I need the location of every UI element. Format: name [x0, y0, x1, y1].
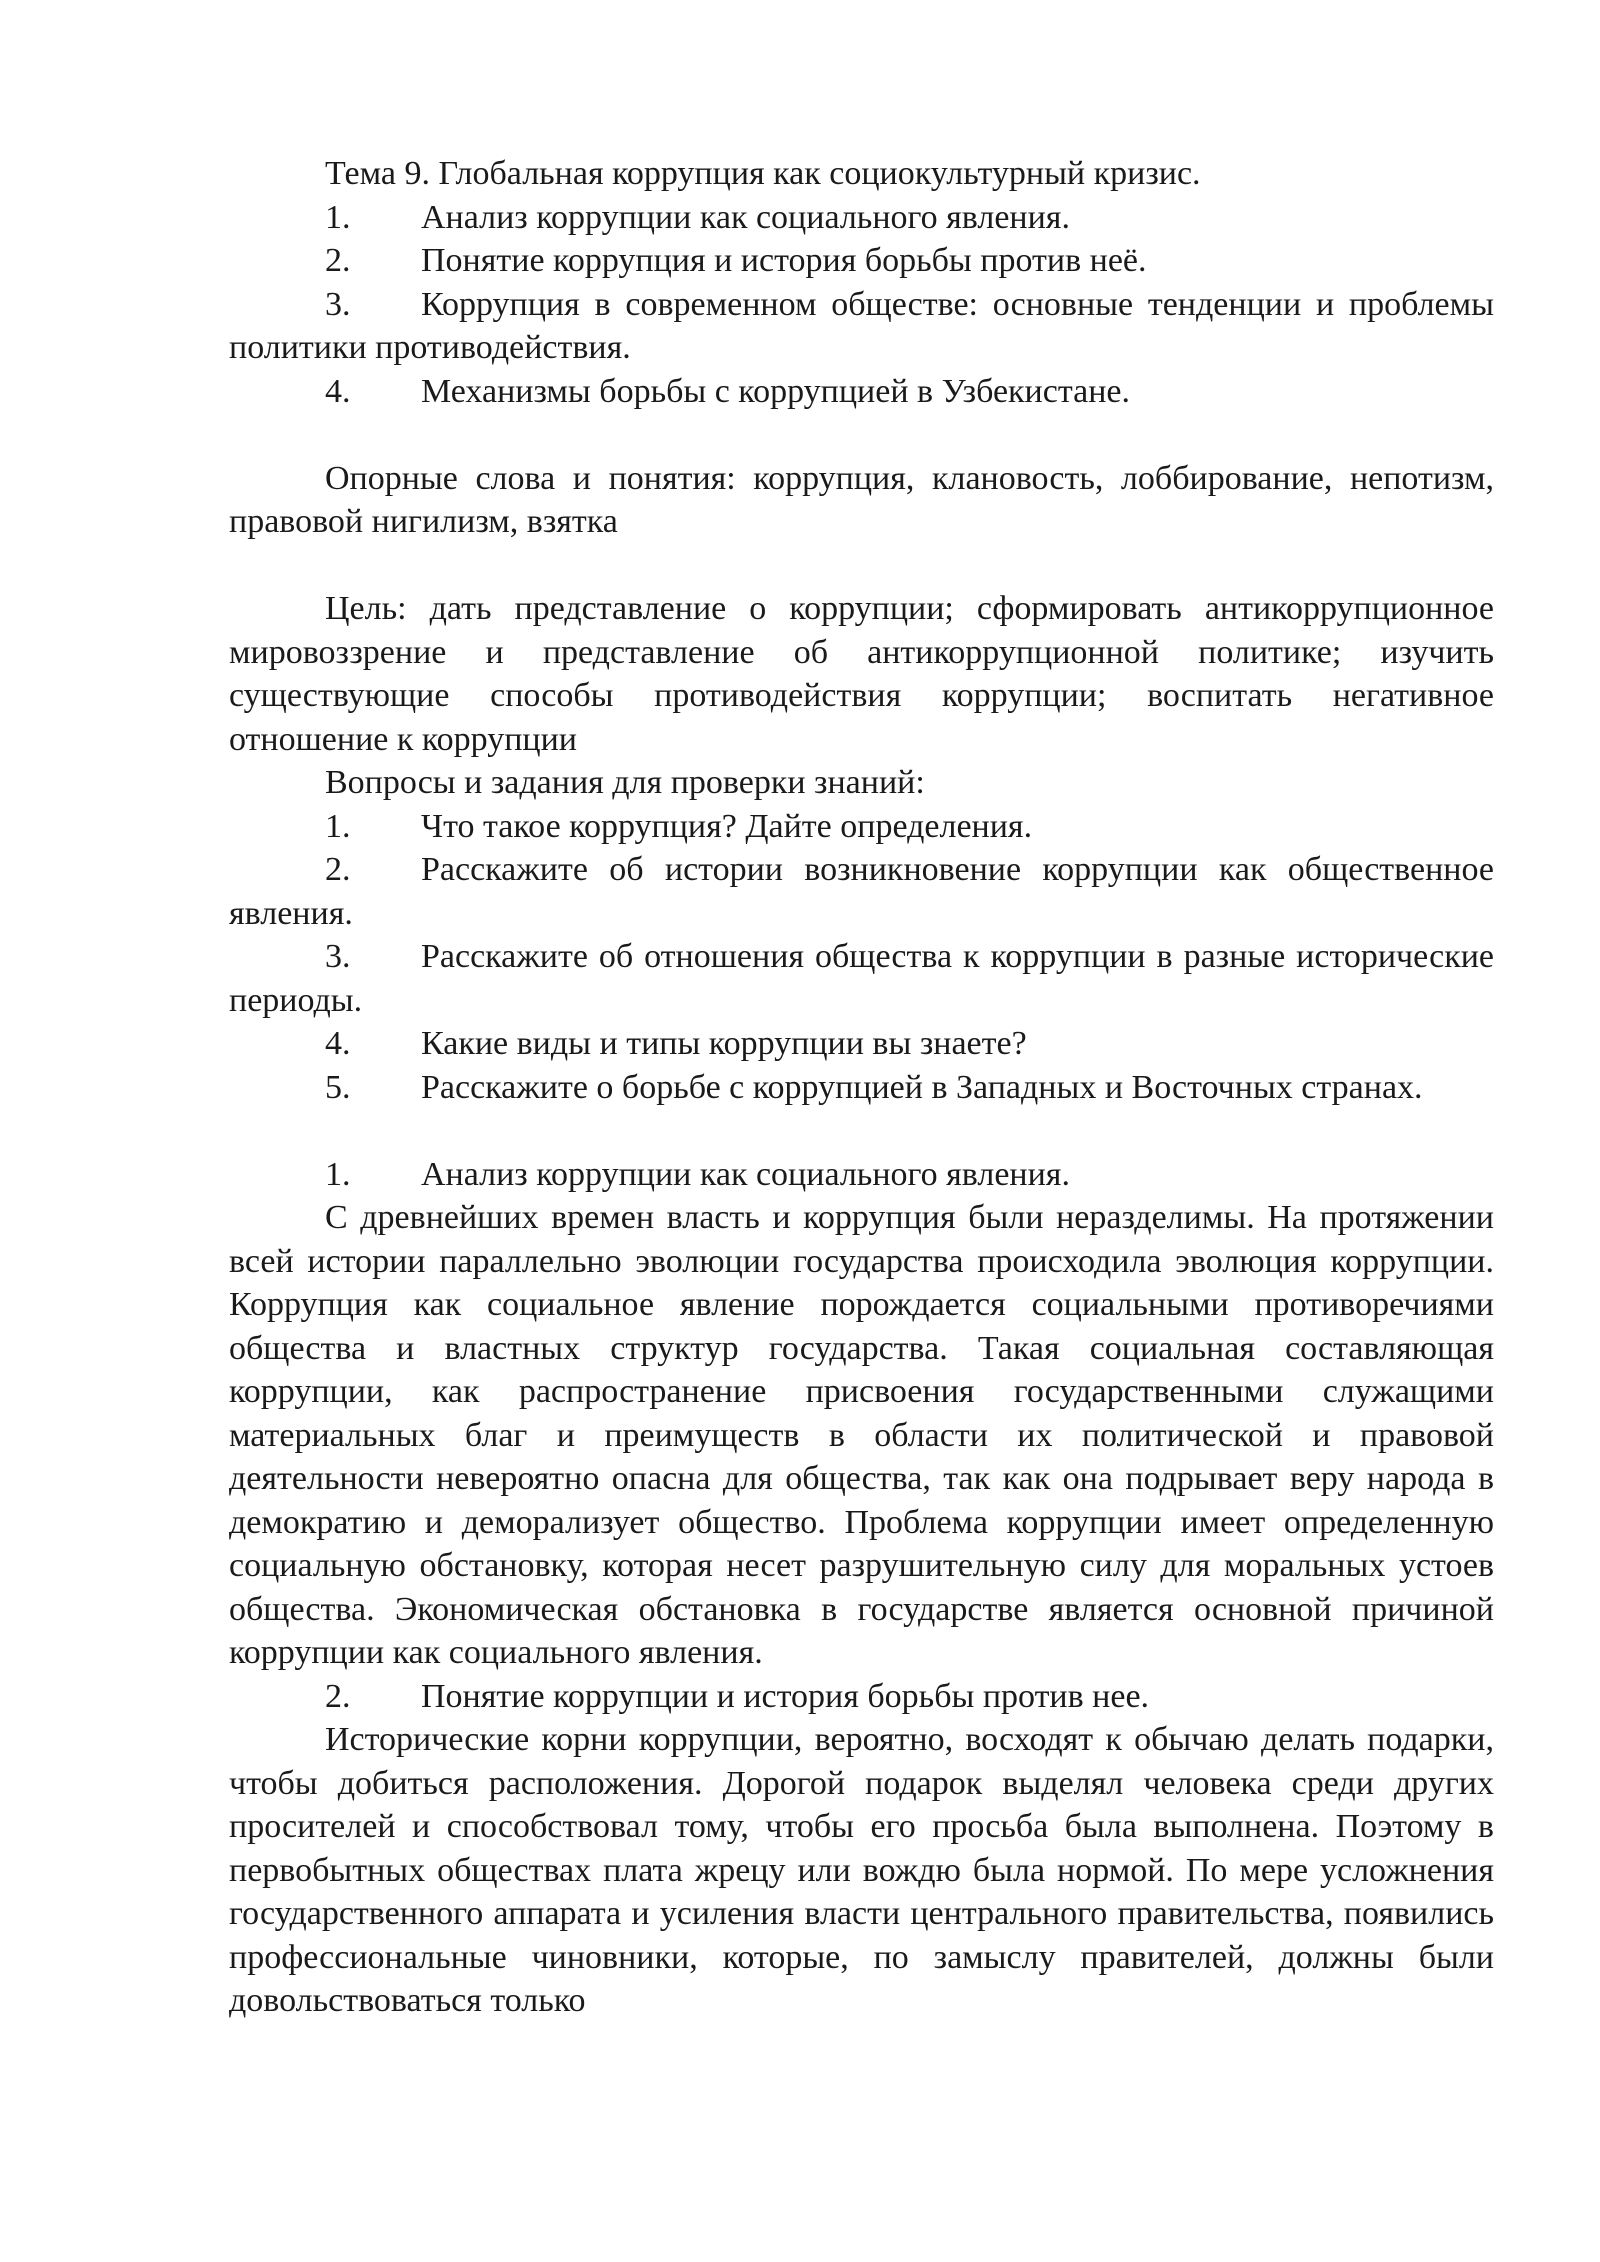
question-number: 5.: [325, 1068, 351, 1106]
spacer: [229, 1109, 1494, 1153]
question-text: Расскажите об истории возникновение коррупции как общественное явления.: [229, 851, 1494, 932]
spacer: [229, 544, 1494, 588]
question-text: Какие виды и типы коррупции вы знаете?: [421, 1025, 1027, 1062]
question-text: Расскажите об отношения общества к коррупции в разные исторические периоды.: [229, 938, 1494, 1019]
plan-item: [229, 196, 1494, 240]
question-item: [229, 805, 1494, 849]
questions-heading: Вопросы и задания для проверки знаний:: [325, 764, 925, 801]
goal-paragraph: Цель: дать представление о коррупции; сформировать антикоррупционное мировоззрение и представление об антикоррупционной политике; изучить существующие способы противодействия коррупции; воспитать негативное отношение к коррупции: [229, 590, 1494, 758]
document-page: [229, 152, 1494, 2023]
section-heading-text: Понятие коррупции и история борьбы против нее.: [421, 1677, 1150, 1715]
spacer: [229, 413, 1494, 457]
plan-item-text: Коррупция в современном обществе: основные тенденции и проблемы политики противодействия.: [229, 285, 1494, 366]
plan-item-number: 3.: [325, 285, 351, 323]
plan-item: [229, 283, 1494, 370]
keywords-paragraph: Опорные слова и понятия: коррупция, клановость, лоббирование, непотизм, правовой нигилизм, взятка: [229, 459, 1494, 540]
question-number: 4.: [325, 1025, 351, 1062]
topic-title: Тема 9. Глобальная коррупция как социокультурный кризис.: [325, 155, 1201, 192]
plan-item-number: 1.: [325, 198, 351, 236]
plan-item-text: Анализ коррупции как социального явления.: [421, 198, 1070, 236]
plan-item: [229, 239, 1494, 283]
section-body: Исторические корни коррупции, вероятно, восходят к обычаю делать подарки, чтобы добиться расположения. Дорогой подарок выделял человека среди других просителей и способствовал тому, чтобы его просьба была выполнена. Поэтому в первобытных обществах плата жрецу или вождю была нормой. По мере усложнения государственного аппарата и усиления власти центрального правительства, появились профессиональные чиновники, которые, по замыслу правителей, должны были довольствоваться только: [229, 1721, 1494, 2019]
section-heading-text: Анализ коррупции как социального явления.: [421, 1155, 1070, 1193]
section-number: 2.: [325, 1677, 351, 1715]
question-item: [229, 1022, 1494, 1066]
question-item: [229, 848, 1494, 935]
section-number: 1.: [325, 1155, 351, 1193]
section-body: С древнейших времен власть и коррупция были неразделимы. На протяжении всей истории параллельно эволюции государства происходила эволюция коррупции. Коррупция как социальное явление порождается социальными противоречиями общества и властных структур государства. Такая социальная составляющая коррупции, как распространение присвоения государственными служащими материальных благ и преимуществ в области их политической и правовой деятельности невероятно опасна для общества, так как она подрывает веру народа в демократию и деморализует общество. Проблема коррупции имеет определенную социальную обстановку, которая несет разрушительную силу для моральных устоев общества. Экономическая обстановка в государстве является основной причиной коррупции как социального явления.: [229, 1199, 1494, 1671]
question-item: [229, 1066, 1494, 1110]
question-number: 3.: [325, 938, 351, 975]
plan-item-text: Понятие коррупция и история борьбы против неё.: [421, 242, 1147, 279]
question-number: 2.: [325, 851, 351, 888]
section-heading: [229, 1153, 1494, 1197]
section-heading: [229, 1675, 1494, 1719]
question-item: [229, 935, 1494, 1022]
plan-item: [229, 370, 1494, 414]
plan-item-text: Механизмы борьбы с коррупцией в Узбекистане.: [421, 372, 1130, 410]
plan-item-number: 4.: [325, 372, 351, 410]
plan-item-number: 2.: [325, 242, 351, 279]
question-text: Что такое коррупция? Дайте определения.: [421, 807, 1033, 845]
question-number: 1.: [325, 807, 351, 845]
question-text: Расскажите о борьбе с коррупцией в Западных и Восточных странах.: [421, 1068, 1423, 1106]
